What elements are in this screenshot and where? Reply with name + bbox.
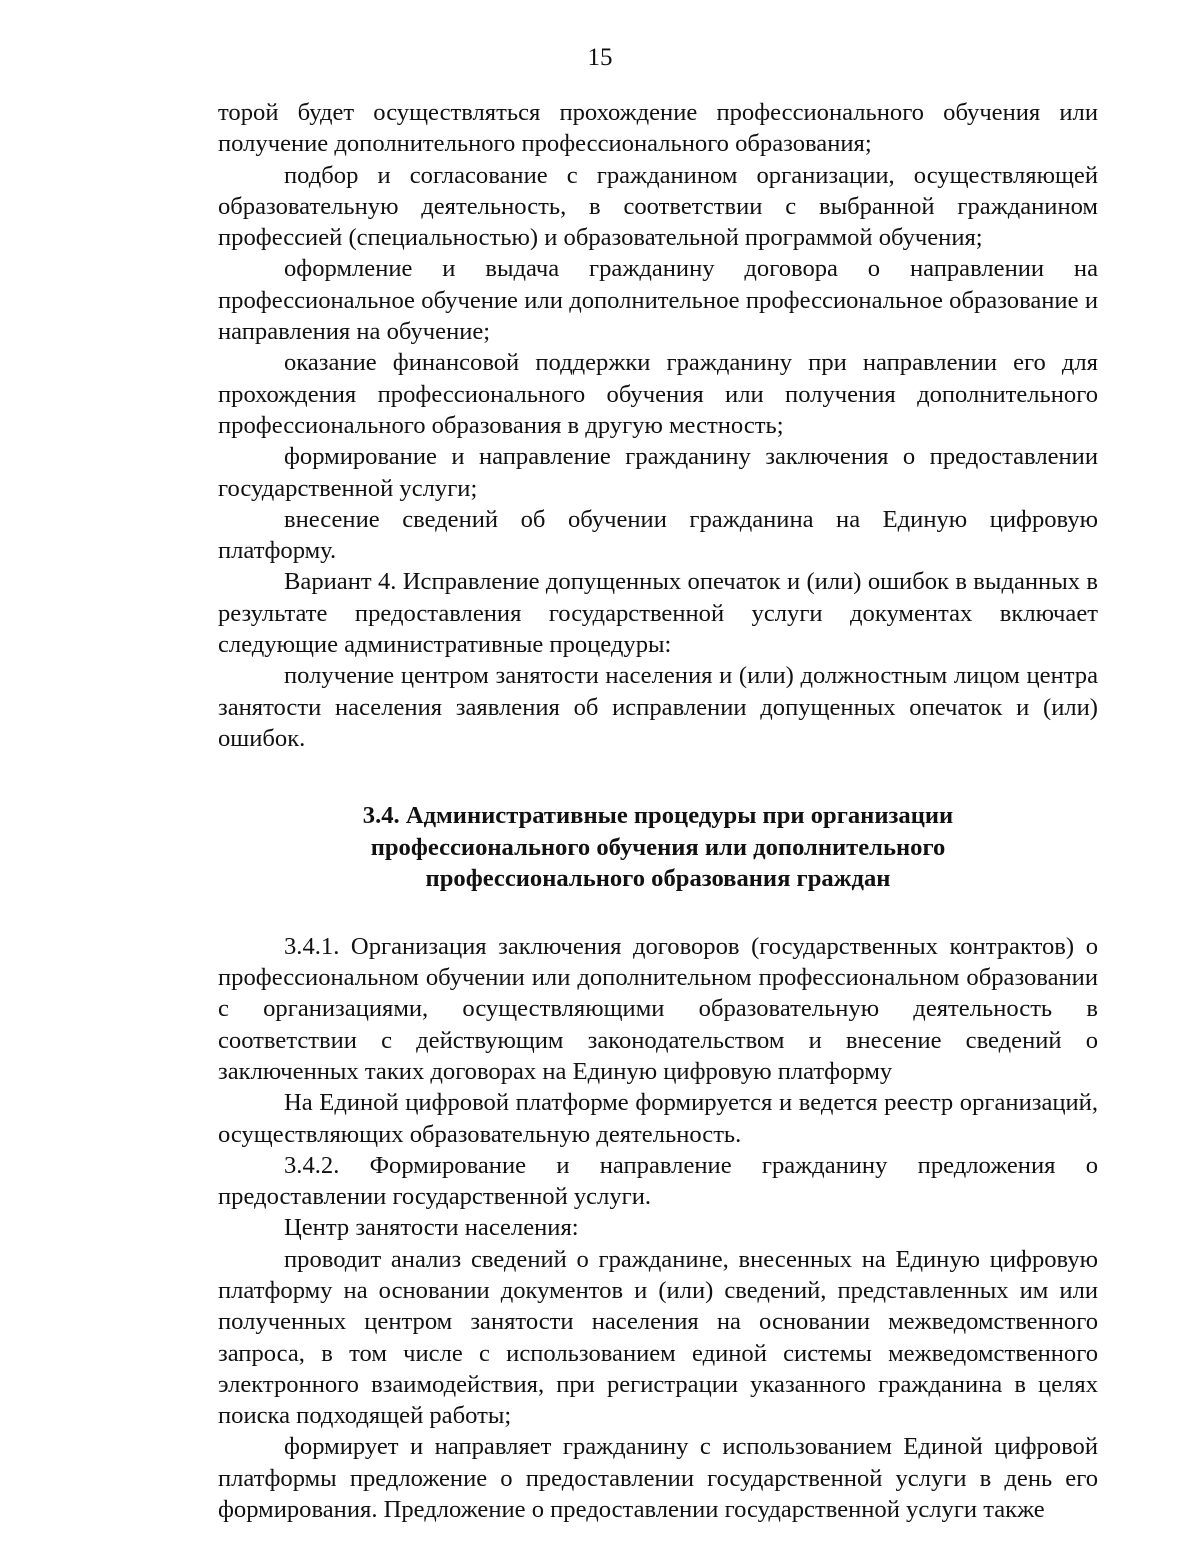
paragraph: формирование и направление гражданину заключения о предоставлении государственной услуги; — [218, 443, 1098, 502]
page-number: 15 — [587, 44, 613, 71]
paragraph: Вариант 4. Исправление допущенных опечаток и (или) ошибок в выданных в результате предоставления государственной услуги документах включает следующие административные процедуры: — [218, 568, 1098, 659]
paragraph: внесение сведений об обучении гражданина на Единую цифровую платформу. — [218, 505, 1098, 565]
section-heading-line: профессионального обучения или дополнительного — [370, 833, 946, 861]
paragraph: Центр занятости населения: — [284, 1214, 579, 1242]
paragraph: оформление и выдача гражданину договора о направлении на профессиональное обучение или дополнительное профессиональное образование и направления на обучение; — [218, 255, 1098, 346]
paragraphs-before-heading — [218, 97, 1098, 754]
paragraphs-after-heading — [218, 931, 1098, 1526]
paragraph: подбор и согласование с гражданином организации, осуществляющей образовательную деятельность, в соответствии с выбранной гражданином профессией (специальностью) и образовательной программой обучения; — [218, 161, 1098, 252]
paragraph: оказание финансовой поддержки гражданину при направлении его для прохождения профессионального обучения или получения дополнительного профессионального образования в другую местность; — [218, 349, 1098, 439]
section-heading-line: 3.4. Административные процедуры при организации — [362, 802, 954, 830]
paragraph: 3.4.2. Формирование и направление гражданину предложения о предоставлении государственной услуги. — [218, 1151, 1098, 1211]
paragraph: получение центром занятости населения и (или) должностным лицом центра занятости населения заявления об исправлении допущенных опечаток и (или) ошибок. — [218, 662, 1098, 752]
paragraph: торой будет осуществляться прохождение профессионального обучения или получение дополнительного профессионального образования; — [218, 99, 1098, 158]
paragraph: проводит анализ сведений о гражданине, внесенных на Единую цифровую платформу на основании документов и (или) сведений, представленных им или полученных центром занятости населения на основании межведомственного запроса, в том числе с использованием единой системы межведомственного электронного взаимодействия, при регистрации указанного гражданина в целях поиска подходящей работы; — [218, 1245, 1098, 1430]
paragraph: формирует и направляет гражданину с использованием Единой цифровой платформы предложение о предоставлении государственной услуги в день его формирования. Предложение о предоставлении государственной услуги также — [218, 1433, 1098, 1524]
document-body — [218, 97, 1098, 1525]
paragraph: 3.4.1. Организация заключения договоров (государственных контрактов) о профессиональном обучении или дополнительном профессиональном образовании с организациями, осуществляющими образовательную деятельность в соответствии с действующим законодательством и внесение сведений о заключенных таких договорах на Единую цифровую платформу — [218, 932, 1098, 1085]
section-heading-line: профессионального образования граждан — [425, 865, 891, 893]
paragraph: На Единой цифровой платформе формируется и ведется реестр организаций, осуществляющих образовательную деятельность. — [218, 1089, 1098, 1148]
section-heading — [218, 800, 1098, 895]
